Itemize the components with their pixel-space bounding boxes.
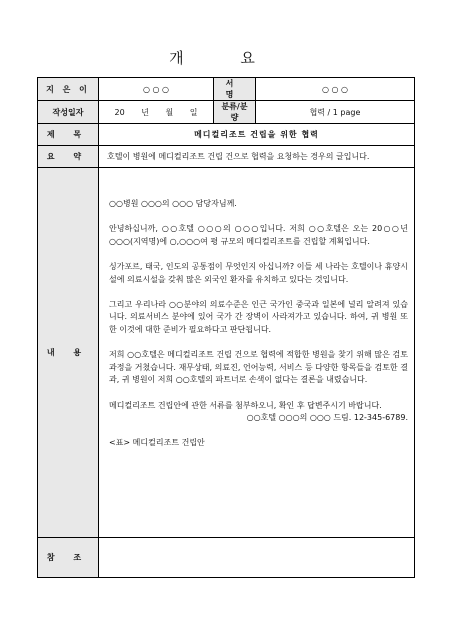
- reference-row: [38, 538, 415, 578]
- signature-label: 서 명: [214, 78, 256, 101]
- content-label: 내 용: [38, 168, 99, 538]
- content-body: [99, 168, 415, 538]
- summary-value: 호텔이 병원에 메디컬리조트 건립 건으로 협력을 요청하는 경우의 글입니다.: [99, 146, 415, 168]
- overview-form-table: [37, 77, 415, 578]
- category-label: 분류/분량: [214, 101, 256, 124]
- subject-row: [38, 124, 415, 146]
- page-title: 개 요: [169, 49, 281, 67]
- date-value: 20 년 월 일: [99, 101, 214, 124]
- date-row: [38, 101, 415, 124]
- date-label: 작성일자: [38, 101, 99, 124]
- category-value: 협력 / 1 page: [256, 101, 415, 124]
- author-row: [38, 78, 415, 101]
- greeting-line: ○○병원 ○○○의 ○○○ 담당자님께.: [109, 199, 237, 208]
- subject-value: 메디컬리조트 건립을 위한 협력: [99, 124, 415, 146]
- attachment-line: <표> 메디컬리조트 건립안: [109, 438, 205, 448]
- summary-label: 요 약: [38, 146, 99, 168]
- signature-value: ○ ○ ○: [256, 78, 415, 101]
- reference-value: [99, 538, 415, 578]
- content-row: [38, 168, 415, 538]
- body-paragraph-5: 메디컬리조트 건립안에 관한 서류를 첨부하오니, 확인 후 답변주시기 바랍니다.: [109, 400, 382, 410]
- subject-label: 제 목: [38, 124, 99, 146]
- summary-row: [38, 146, 415, 168]
- body-paragraph-3: 그리고 우리나라 ○○분야의 의료수준은 인근 국가인 중국과 일본에 널리 알려져 있습니다. 의료서비스 분야에 있어 국가 간 장벽이 사라져가고 있습니다. 하여, 귀 병원 또한 이것에 대한 준비가 필요하다고 판단됩니다.: [109, 299, 408, 334]
- author-value: ○ ○ ○: [99, 78, 214, 101]
- body-paragraph-4: 저희 ○○호텔은 메디컬리조트 건립 건으로 협력에 적합한 병원을 찾기 위해 많은 검토과정을 거쳤습니다. 재무상태, 의료진, 언어능력, 서비스 등 다양한 항목들을 검토한 결과, 귀 병원이 저희 ○○호텔의 파트너로 손색이 없다는 결론을 내렸습니다.: [109, 350, 408, 385]
- body-paragraph-2: 싱가포르, 태국, 인도의 공통점이 무엇인지 아십니까? 이들 세 나라는 호텔이나 휴양시설에 의료시설을 갖춰 많은 외국인 환자를 유치하고 있다는 것입니다.: [109, 261, 408, 284]
- body-paragraph-1: 안녕하십니까, ○○호텔 ○○○의 ○○○입니다. 저희 ○○호텔은 오는 20○○년 ○○○(지역명)에 ○,○○○여 평 규모의 메디컬리조트를 건립할 계획입니다.: [109, 224, 408, 246]
- sign-off-line: ○○호텔 ○○○의 ○○○ 드림. 12-345-6789.: [246, 413, 408, 423]
- author-label: 지 은 이: [38, 78, 99, 101]
- reference-label: 참 조: [38, 538, 99, 578]
